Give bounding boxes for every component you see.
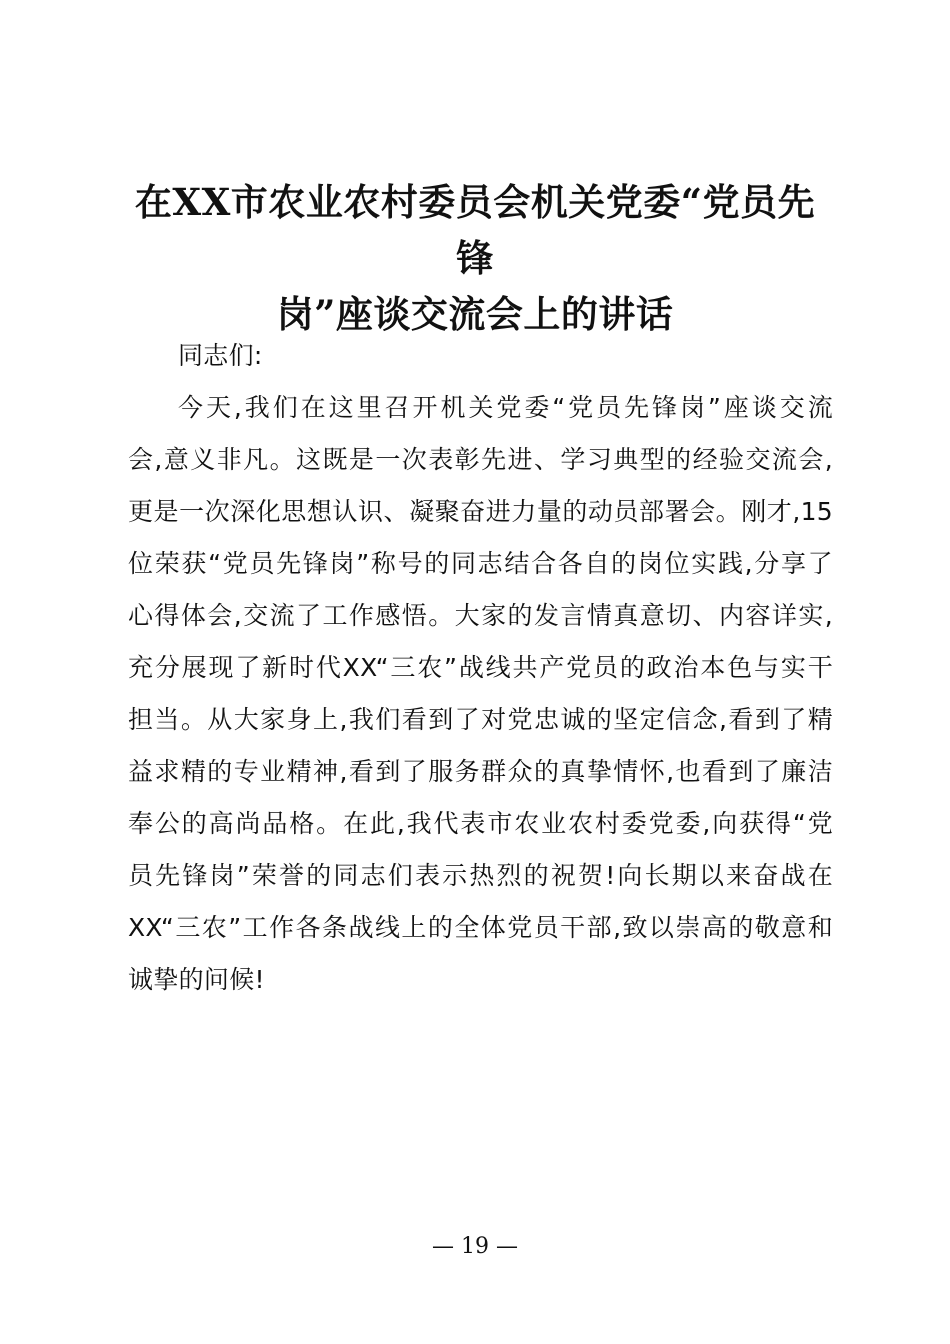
paragraph-line: 会,意义非凡。这既是一次表彰先进、学习典型的经验交流会, [128, 445, 833, 474]
paragraph-line: XX“三农”工作各条战线上的全体党员干部,致以崇高的敬意和 [128, 913, 833, 942]
paragraph-line: 奉公的高尚品格。在此,我代表市农业农村委党委,向获得“党 [128, 809, 833, 838]
title-line-1: 在XX市农业农村委员会机关党委“党员先锋 [134, 180, 816, 280]
paragraph-line: 充分展现了新时代XX“三农”战线共产党员的政治本色与实干 [128, 653, 833, 682]
document-title [120, 174, 830, 342]
paragraph-line: 心得体会,交流了工作感悟。大家的发言情真意切、内容详实, [128, 601, 833, 630]
page-number: — 19 — [432, 1234, 518, 1259]
title-line-2: 岗”座谈交流会上的讲话 [276, 292, 674, 336]
paragraph-line: 位荣获“党员先锋岗”称号的同志结合各自的岗位实践,分享了 [128, 549, 833, 578]
paragraph-line: 今天,我们在这里召开机关党委“党员先锋岗”座谈交流 [178, 393, 833, 422]
document-body [128, 330, 833, 1006]
paragraph-line: 益求精的专业精神,看到了服务群众的真挚情怀,也看到了廉洁 [128, 757, 833, 786]
salutation: 同志们: [178, 341, 263, 370]
paragraph-line: 担当。从大家身上,我们看到了对党忠诚的坚定信念,看到了精 [128, 705, 833, 734]
body-paragraph [128, 382, 833, 1006]
paragraph-line: 诚挚的问候! [128, 965, 265, 994]
paragraph-line: 更是一次深化思想认识、凝聚奋进力量的动员部署会。刚才,15 [128, 497, 833, 526]
paragraph-line: 员先锋岗”荣誉的同志们表示热烈的祝贺!向长期以来奋战在 [128, 861, 833, 890]
